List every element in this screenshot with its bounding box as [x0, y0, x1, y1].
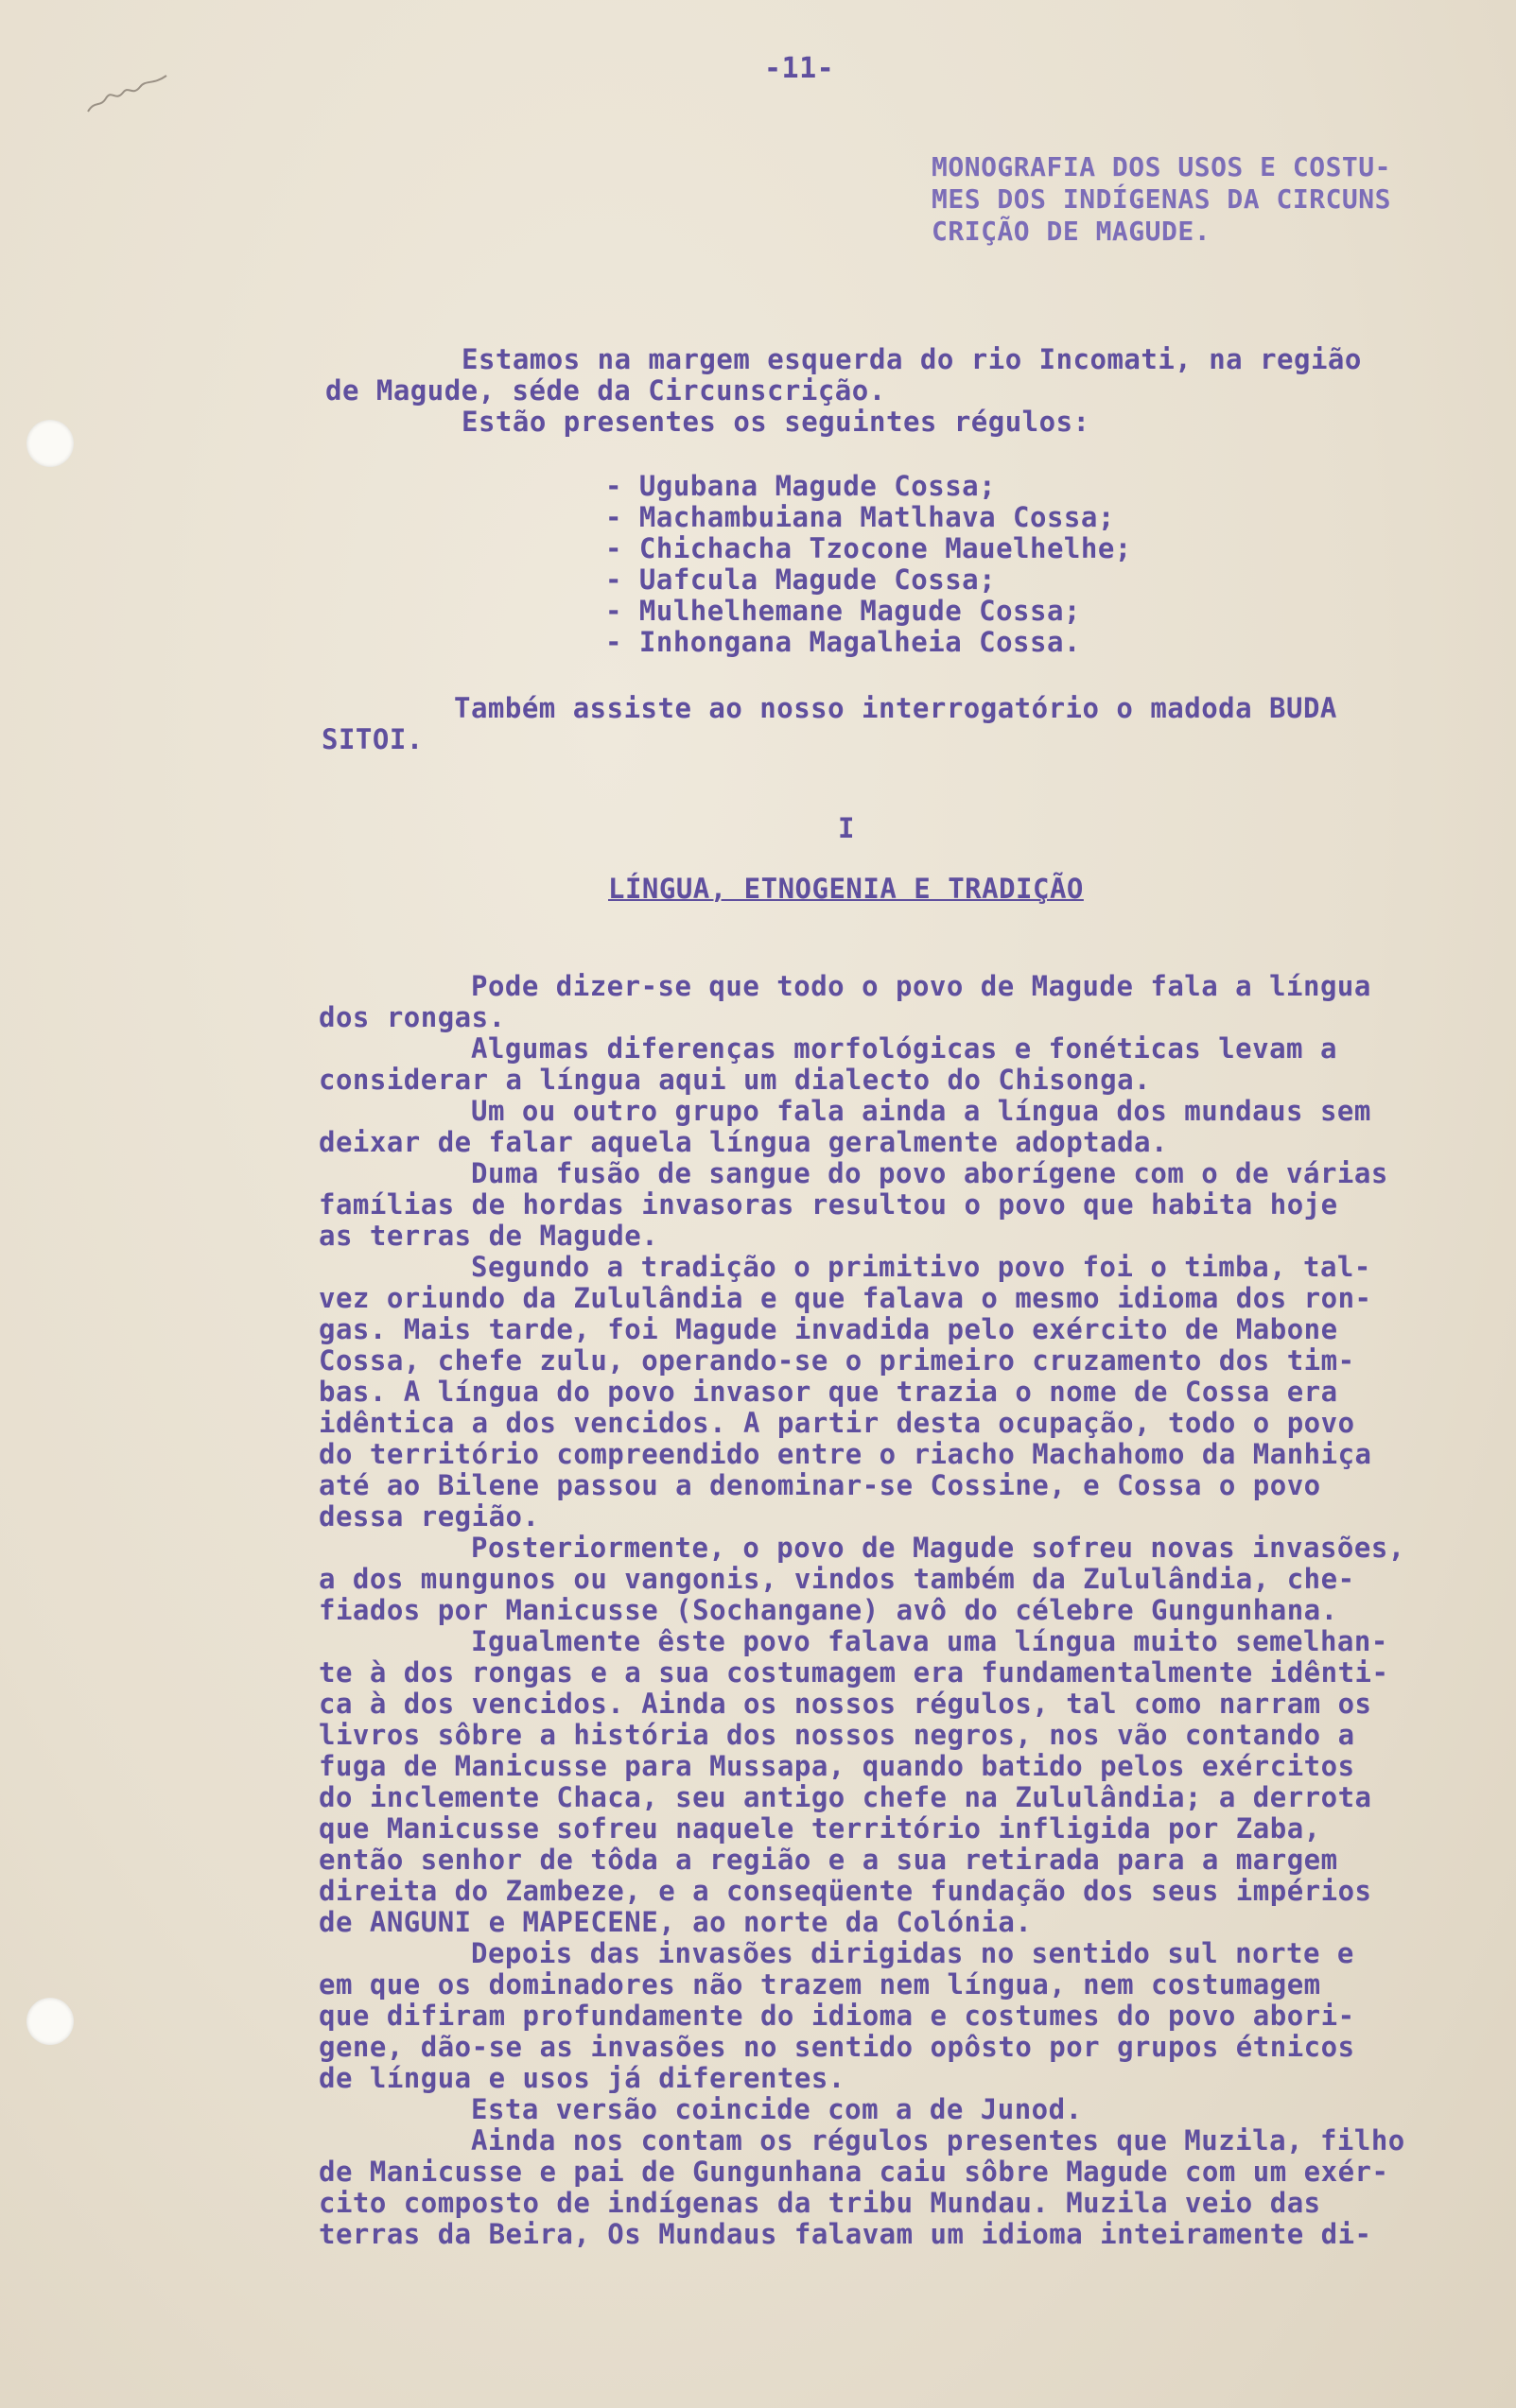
body-line: deixar de falar aquela língua geralmente adoptada.: [319, 1126, 1168, 1158]
body-line: bas. A língua do povo invasor que trazia o nome de Cossa era: [319, 1376, 1338, 1408]
body-line: Depois das invasões dirigidas no sentido sul norte e: [471, 1937, 1354, 1969]
body-line: ca à dos vencidos. Ainda os nossos régulos, tal como narram os: [319, 1688, 1372, 1720]
regulo-list-item: - Mulhelhemane Magude Cossa;: [605, 595, 1081, 627]
body-line: de Manicusse e pai de Gungunhana caiu sôbre Magude com um exér-: [319, 2156, 1389, 2188]
regulo-list-item: - Machambuiana Matlhava Cossa;: [605, 501, 1115, 533]
punch-hole: [26, 420, 74, 467]
intro-line: de Magude, séde da Circunscrição.: [325, 374, 886, 407]
body-line: Segundo a tradição o primitivo povo foi o timba, tal-: [471, 1251, 1371, 1283]
body-line: idêntica a dos vencidos. A partir desta ocupação, todo o povo: [319, 1407, 1355, 1439]
body-line: gene, dão-se as invasões no sentido opôsto por grupos étnicos: [319, 2031, 1355, 2063]
regulo-list-item: - Ugubana Magude Cossa;: [605, 470, 997, 502]
pencil-mark-icon: [83, 64, 173, 121]
body-line: de ANGUNI e MAPECENE, ao norte da Colónia.: [319, 1906, 1033, 1938]
body-line: considerar a língua aqui um dialecto do Chisonga.: [319, 1064, 1152, 1096]
body-line: direita do Zambeze, e a conseqüente fundação dos seus impérios: [319, 1875, 1372, 1907]
body-line: terras da Beira, Os Mundaus falavam um idioma inteiramente di-: [319, 2218, 1372, 2250]
body-line: fiados por Manicusse (Sochangane) avô do célebre Gungunhana.: [319, 1594, 1338, 1626]
body-line: cito composto de indígenas da tribu Mundau. Muzila veio das: [319, 2187, 1321, 2219]
body-line: dos rongas.: [319, 1001, 506, 1033]
regulo-list-item: - Chichacha Tzocone Mauelhelhe;: [605, 532, 1132, 564]
body-line: do inclemente Chaca, seu antigo chefe na Zululândia; a derrota: [319, 1781, 1372, 1813]
body-line: a dos mungunos ou vangonis, vindos também da Zululândia, che-: [319, 1563, 1355, 1595]
body-line: do território compreendido entre o riacho Machahomo da Manhiça: [319, 1438, 1372, 1470]
body-line: de língua e usos já diferentes.: [319, 2062, 845, 2094]
section-number: I: [838, 812, 855, 844]
intro-line: Estamos na margem esquerda do rio Incomati, na região: [462, 343, 1362, 375]
body-line: até ao Bilene passou a denominar-se Cossine, e Cossa o povo: [319, 1469, 1321, 1501]
body-line: Esta versão coincide com a de Junod.: [471, 2093, 1083, 2125]
also-present-line: Também assiste ao nosso interrogatório o madoda BUDA: [454, 692, 1337, 724]
body-line: livros sôbre a história dos nossos negros, nos vão contando a: [319, 1719, 1355, 1751]
body-line: as terras de Magude.: [319, 1220, 659, 1252]
body-line: dessa região.: [319, 1500, 540, 1533]
regulo-list-item: - Inhongana Magalheia Cossa.: [605, 626, 1081, 658]
document-heading-line: MONOGRAFIA DOS USOS E COSTU-: [932, 151, 1392, 182]
body-line: Igualmente êste povo falava uma língua muito semelhan-: [471, 1625, 1388, 1657]
regulo-list-item: - Uafcula Magude Cossa;: [605, 563, 997, 596]
punch-hole: [26, 1998, 74, 2045]
body-line: Algumas diferenças morfológicas e fonéticas levam a: [471, 1032, 1337, 1065]
body-line: gas. Mais tarde, foi Magude invadida pelo exército de Mabone: [319, 1313, 1338, 1345]
body-line: Cossa, chefe zulu, operando-se o primeiro cruzamento dos tim-: [319, 1344, 1355, 1377]
body-line: que Manicusse sofreu naquele território infligida por Zaba,: [319, 1812, 1321, 1845]
body-line: Um ou outro grupo fala ainda a língua dos mundaus sem: [471, 1095, 1371, 1127]
body-line: famílias de hordas invasoras resultou o povo que habita hoje: [319, 1188, 1338, 1221]
body-line: que difiram profundamente do idioma e costumes do povo abori-: [319, 2000, 1355, 2032]
section-title: LÍNGUA, ETNOGENIA E TRADIÇÃO: [608, 873, 1084, 905]
body-line: Pode dizer-se que todo o povo de Magude fala a língua: [471, 970, 1371, 1002]
intro-line: Estão presentes os seguintes régulos:: [462, 406, 1090, 438]
also-present-line: SITOI.: [322, 723, 424, 755]
body-line: em que os dominadores não trazem nem língua, nem costumagem: [319, 1968, 1321, 2001]
page-number: -11-: [764, 52, 835, 85]
body-line: vez oriundo da Zululândia e que falava o mesmo idioma dos ron-: [319, 1282, 1372, 1314]
body-line: Ainda nos contam os régulos presentes que Muzila, filho: [471, 2124, 1405, 2157]
body-line: te à dos rongas e a sua costumagem era fundamentalmente idênti-: [319, 1656, 1389, 1689]
body-line: fuga de Manicusse para Mussapa, quando batido pelos exércitos: [319, 1750, 1355, 1782]
document-heading-line: MES DOS INDÍGENAS DA CIRCUNS: [932, 183, 1392, 215]
body-line: Posteriormente, o povo de Magude sofreu novas invasões,: [471, 1532, 1405, 1564]
body-line: Duma fusão de sangue do povo aborígene com o de várias: [471, 1157, 1388, 1189]
body-line: então senhor de tôda a região e a sua retirada para a margem: [319, 1844, 1338, 1876]
document-heading-line: CRIÇÃO DE MAGUDE.: [932, 216, 1211, 247]
